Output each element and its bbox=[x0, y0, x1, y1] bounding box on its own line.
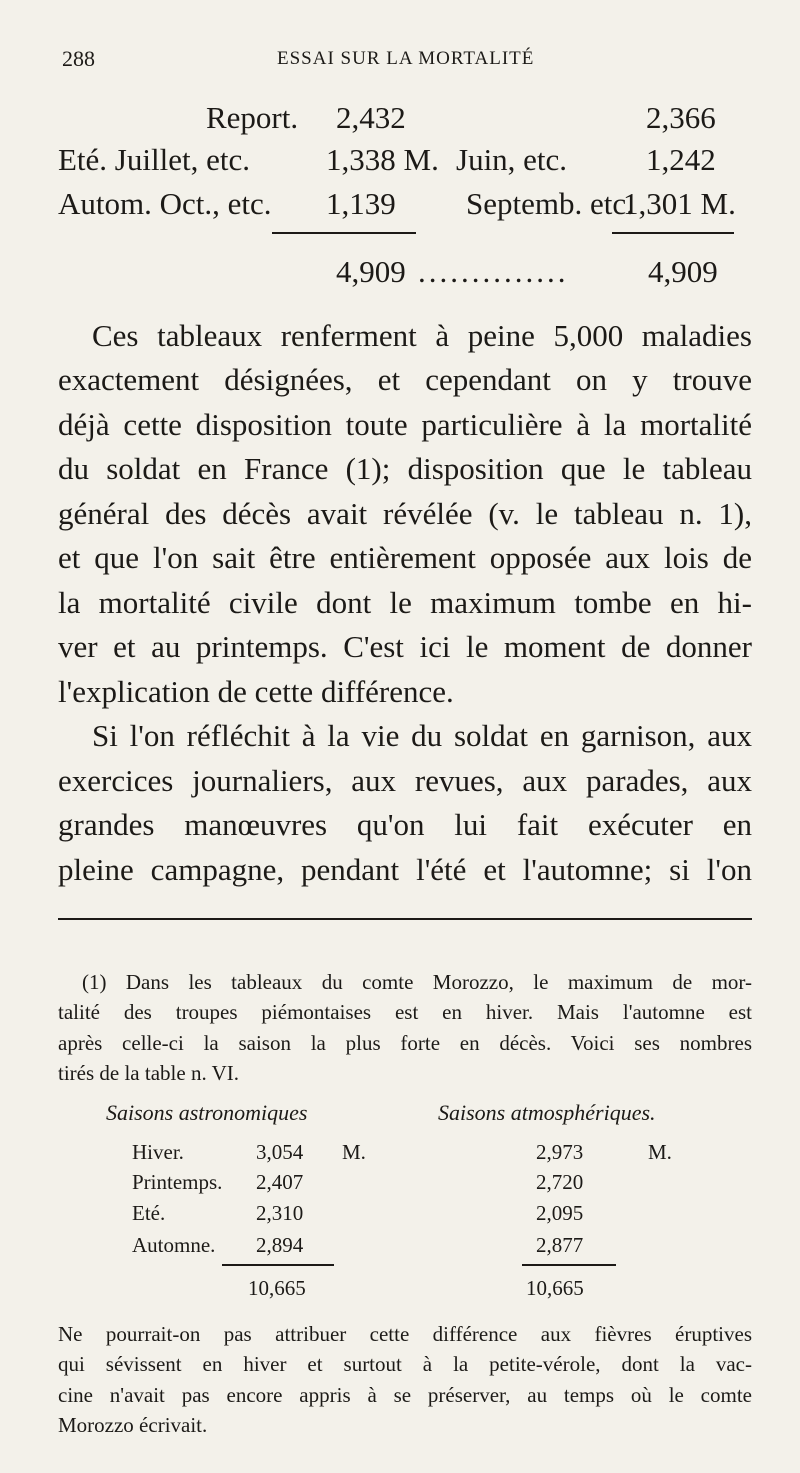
tally-autom-right-label: Septemb. etc. bbox=[466, 186, 634, 221]
footnote-line: tirés de la table n. VI. bbox=[58, 1061, 239, 1085]
tally-report-label: Report. bbox=[206, 100, 299, 135]
table-astro-value: 2,894 bbox=[256, 1233, 304, 1257]
tally-report-left-value: 2,432 bbox=[336, 100, 406, 135]
table-atmo-total: 10,665 bbox=[526, 1276, 584, 1300]
tally-total-left: 4,909 bbox=[336, 254, 406, 289]
table-atmo-total-rule bbox=[522, 1264, 616, 1266]
table-atmo-value: 2,877 bbox=[536, 1233, 584, 1257]
body-text-line: déjà cette disposition toute particulière à la mortalité bbox=[58, 407, 752, 442]
table-atmo-value: 2,973 bbox=[536, 1140, 584, 1164]
table-astro-mark: M. bbox=[342, 1140, 366, 1164]
table-atmo-value: 2,095 bbox=[536, 1201, 584, 1225]
table-season-label: Hiver. bbox=[132, 1140, 184, 1164]
tally-dot-leader: .............. bbox=[418, 254, 569, 289]
body-text-line: exercices journaliers, aux revues, aux parades, aux bbox=[58, 763, 752, 798]
tally-ete-left-label: Eté. Juillet, etc. bbox=[58, 142, 250, 177]
table-astro-value: 3,054 bbox=[256, 1140, 304, 1164]
footnote-separator bbox=[58, 918, 752, 920]
tally-total-right: 4,909 bbox=[648, 254, 718, 289]
table-atmo-value: 2,720 bbox=[536, 1170, 584, 1194]
tally-ete-right-value: 1,242 bbox=[646, 142, 716, 177]
footnote-closing-line: cine n'avait pas encore appris à se préserver, au temps où le comte bbox=[58, 1383, 752, 1407]
tally-ete-right-label: Juin, etc. bbox=[456, 142, 568, 177]
footnote-closing-line: Morozzo écrivait. bbox=[58, 1413, 208, 1437]
body-text-line: Si l'on réfléchit à la vie du soldat en garnison, aux bbox=[92, 718, 752, 753]
body-text-line: grandes manœuvres qu'on lui fait exécuter en bbox=[58, 807, 752, 842]
table-head-atmospheric: Saisons atmosphériques. bbox=[438, 1100, 656, 1125]
page-number: 288 bbox=[62, 46, 95, 71]
body-text-line: Ces tableaux renferment à peine 5,000 maladies bbox=[92, 318, 752, 353]
tally-row-autom bbox=[58, 186, 758, 222]
table-astro-total: 10,665 bbox=[248, 1276, 306, 1300]
body-text-line: l'explication de cette différence. bbox=[58, 674, 454, 709]
footnote-line: talité des troupes piémontaises est en hiver. Mais l'automne est bbox=[58, 1000, 752, 1024]
table-atmo-mark: M. bbox=[648, 1140, 672, 1164]
tally-autom-left-label: Autom. Oct., etc. bbox=[58, 186, 272, 221]
tally-row-report bbox=[58, 100, 758, 136]
body-text-line: et que l'on sait être entièrement opposée aux lois de bbox=[58, 540, 752, 575]
body-text-line: pleine campagne, pendant l'été et l'automne; si l'on bbox=[58, 852, 752, 887]
tally-left-rule bbox=[272, 232, 416, 234]
tally-ete-left-value: 1,338 M. bbox=[326, 142, 439, 177]
tally-row-ete bbox=[58, 142, 758, 178]
page-header bbox=[62, 46, 760, 76]
footnote-closing-line: Ne pourrait-on pas attribuer cette différence aux fièvres éruptives bbox=[58, 1322, 752, 1346]
table-season-label: Printemps. bbox=[132, 1170, 223, 1194]
tally-autom-right-value: 1,301 M. bbox=[623, 186, 736, 221]
body-text-line: ver et au printemps. C'est ici le moment de donner bbox=[58, 629, 752, 664]
table-season-label: Automne. bbox=[132, 1233, 216, 1257]
footnote-closing-line: qui sévissent en hiver et surtout à la petite-vérole, dont la vac- bbox=[58, 1352, 752, 1376]
tally-autom-left-value: 1,139 bbox=[326, 186, 396, 221]
table-astro-total-rule bbox=[222, 1264, 334, 1266]
table-astro-value: 2,407 bbox=[256, 1170, 304, 1194]
table-head-astronomical: Saisons astronomiques bbox=[106, 1100, 308, 1125]
body-text-line: la mortalité civile dont le maximum tombe en hi- bbox=[58, 585, 752, 620]
table-season-label: Eté. bbox=[132, 1201, 166, 1225]
tally-row-total bbox=[58, 254, 758, 290]
tally-report-right-value: 2,366 bbox=[646, 100, 716, 135]
running-title: ESSAI SUR LA MORTALITÉ bbox=[277, 48, 535, 69]
body-text-line: général des décès avait révélée (v. le tableau n. 1), bbox=[58, 496, 752, 531]
body-text-line: du soldat en France (1); disposition que le tableau bbox=[58, 451, 752, 486]
footnote-line: (1) Dans les tableaux du comte Morozzo, le maximum de mor- bbox=[82, 970, 752, 994]
footnote-line: après celle-ci la saison la plus forte en décès. Voici ses nombres bbox=[58, 1031, 752, 1055]
table-astro-value: 2,310 bbox=[256, 1201, 304, 1225]
tally-right-rule bbox=[612, 232, 734, 234]
body-text-line: exactement désignées, et cependant on y trouve bbox=[58, 362, 752, 397]
